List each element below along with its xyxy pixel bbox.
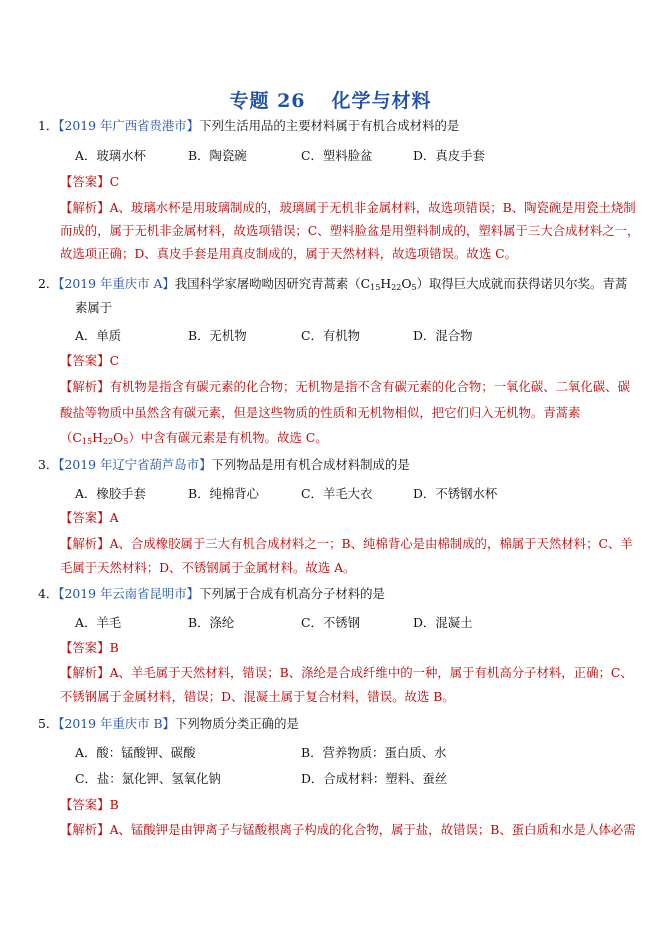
answer-line: 【答案】B (60, 640, 119, 655)
analysis-line: 【解析】有机物是指含有碳元素的化合物；无机物是指不含有碳元素的化合物；一氧化碳、二氧化碳、碳 (60, 379, 630, 394)
question-2-stem-cont: 素属于 (75, 300, 113, 315)
question-source: 【2019 年辽宁省葫芦岛市】 (58, 457, 212, 472)
title-subject: 化学与材料 (331, 90, 432, 112)
question-source: 【2019 年广西省贵港市】 (58, 118, 200, 133)
option-b: B．陶瓷碗 (188, 148, 247, 163)
question-source: 【2019 年重庆市 A】 (58, 276, 175, 291)
option-c: C．有机物 (301, 328, 361, 343)
option-c: C．羊毛大衣 (301, 486, 373, 501)
question-1-stem: 1．【2019 年广西省贵港市】下列生活用品的主要材料属于有机合成材料的是 (38, 118, 460, 133)
question-4-stem: 4．【2019 年云南省昆明市】下列属于合成有机高分子材料的是 (38, 586, 385, 601)
option-b: B．营养物质：蛋白质、水 (301, 745, 447, 760)
analysis-line: 酸盐等物质中虽然含有碳元素，但是这些物质的性质和无机物相似，把它们归入无机物。青蒿素 (60, 405, 581, 420)
question-source: 【2019 年云南省昆明市】 (58, 586, 200, 601)
question-3-stem: 3．【2019 年辽宁省葫芦岛市】下列物品是用有机合成材料制成的是 (38, 457, 410, 472)
option-d: D．混凝土 (413, 615, 473, 630)
answer-line: 【答案】C (60, 353, 120, 368)
option-a: A．玻璃水杯 (75, 148, 146, 163)
option-c: C．盐：氯化钾、氢氧化钠 (75, 771, 221, 786)
analysis-line: 而成的，属于无机非金属材料，故选项错误；C、塑料脸盆是用塑料制成的，塑料属于三大合成材料之一， (60, 223, 640, 238)
question-5-stem: 5．【2019 年重庆市 B】下列物质分类正确的是 (38, 716, 299, 731)
analysis-line: $(C_{15}H_{22}O_5)$中含有碳元素是有机物。故选 C。 (60, 430, 328, 446)
answer-line: 【答案】B (60, 797, 119, 812)
option-c: C．塑料脸盆 (301, 148, 373, 163)
analysis-line: 故选项正确；D、真皮手套是用真皮制成的，属于天然材料，故选项错误。故选 C。 (60, 246, 518, 261)
option-d: D．真皮手套 (413, 148, 485, 163)
analysis-line: 【解析】A、合成橡胶属于三大有机合成材料之一；B、纯棉背心是由棉制成的，棉属于天然材料；C、羊 (60, 536, 633, 551)
option-a: A．单质 (75, 328, 122, 343)
title-topic: 专题 26 (229, 90, 306, 112)
analysis-line: 毛属于天然材料；D、不锈钢属于金属材料。故选 A。 (60, 560, 356, 575)
page-title (0, 86, 661, 113)
option-d: D．不锈钢水杯 (413, 486, 498, 501)
option-a: A．橡胶手套 (75, 486, 146, 501)
analysis-line: 【解析】A、锰酸钾是由钾离子与锰酸根离子构成的化合物，属于盐，故错误；B、蛋白质和水是人体必需 (60, 822, 636, 837)
analysis-line: 【解析】A、羊毛属于天然材料，错误；B、涤纶是合成纤维中的一种，属于有机高分子材料，正确；C、 (60, 665, 633, 680)
option-a: A．羊毛 (75, 615, 122, 630)
answer-line: 【答案】C (60, 174, 120, 189)
analysis-line: 【解析】A、玻璃水杯是用玻璃制成的，玻璃属于无机非金属材料，故选项错误；B、陶瓷碗是用瓷土烧制 (60, 200, 636, 215)
analysis-line: 不锈钢属于金属材料，错误；D、混凝土属于复合材料，错误。故选 B。 (60, 689, 455, 704)
option-b: B．涤纶 (188, 615, 235, 630)
question-source: 【2019 年重庆市 B】 (58, 716, 175, 731)
answer-line: 【答案】A (60, 510, 119, 525)
option-d: D．合成材料：塑料、蚕丝 (301, 771, 448, 786)
option-d: D．混合物 (413, 328, 473, 343)
option-c: C．不锈钢 (301, 615, 361, 630)
option-b: B．无机物 (188, 328, 247, 343)
question-2-stem: 2．【2019 年重庆市 A】我国科学家屠呦呦因研究青蒿素$(C_{15}H_{22}O_5)$取得巨大成就而获得诺贝尔奖。青蒿 (38, 276, 628, 292)
option-a: A．酸：锰酸钾、碳酸 (75, 745, 196, 760)
option-b: B．纯棉背心 (188, 486, 260, 501)
